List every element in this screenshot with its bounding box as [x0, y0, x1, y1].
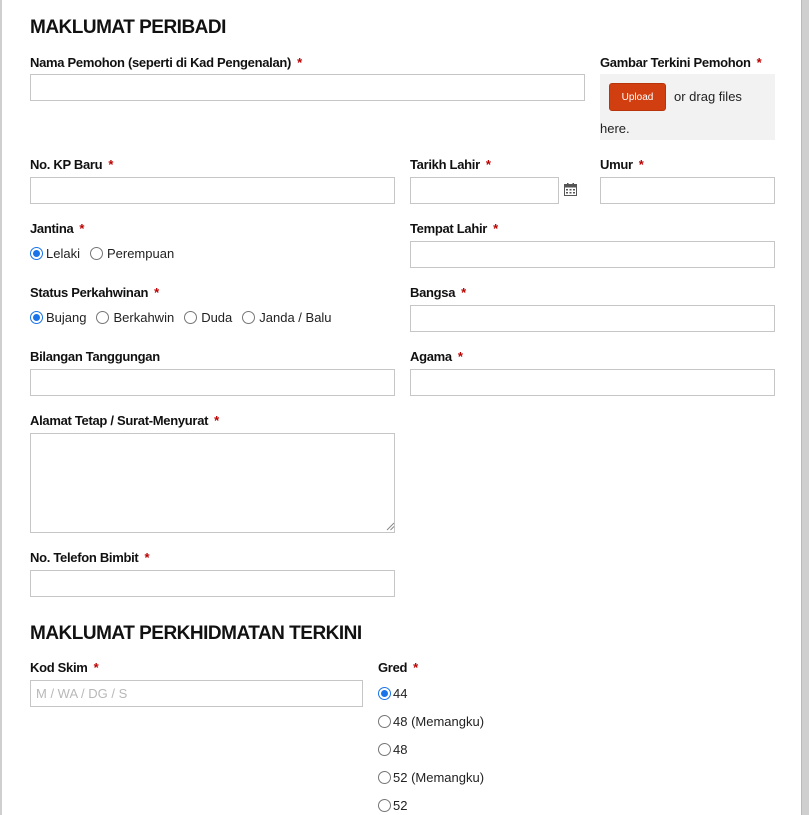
jantina-group — [30, 246, 174, 261]
jantina-label — [30, 221, 84, 236]
status-option-label: Duda — [201, 310, 233, 325]
telefon-label-text: No. Telefon Bimbit — [30, 550, 139, 565]
gred-option-label: 48 (Memangku) — [393, 714, 485, 729]
gred-radio[interactable] — [378, 743, 391, 756]
agama-label-text: Agama — [410, 349, 452, 364]
required-mark: * — [485, 157, 491, 172]
gred-option-48-memangku[interactable] — [378, 714, 484, 729]
jantina-option-label: Lelaki — [46, 246, 80, 261]
tarikh-label-text: Tarikh Lahir — [410, 157, 480, 172]
kp-label — [30, 157, 113, 172]
required-mark: * — [144, 550, 150, 565]
form-page — [2, 0, 802, 815]
kod-skim-label — [30, 660, 98, 675]
gred-radio[interactable] — [378, 799, 391, 812]
gred-option-label: 44 — [393, 686, 408, 701]
required-mark: * — [93, 660, 99, 675]
required-mark: * — [461, 285, 466, 300]
upload-dropzone[interactable] — [600, 74, 775, 140]
gambar-label-text: Gambar Terkini Pemohon — [600, 55, 751, 70]
tanggungan-label-text: Bilangan Tanggungan — [30, 349, 160, 364]
required-mark: * — [413, 660, 418, 675]
gred-option-52-memangku[interactable] — [378, 770, 484, 785]
required-mark: * — [493, 221, 498, 236]
tarikh-input[interactable] — [410, 177, 559, 204]
telefon-input[interactable] — [30, 570, 395, 597]
gred-option-52[interactable] — [378, 798, 407, 813]
alamat-label-text: Alamat Tetap / Surat-Menyurat — [30, 413, 209, 428]
status-option-label: Bujang — [46, 310, 87, 325]
gred-option-label: 48 — [393, 742, 408, 757]
bangsa-input[interactable] — [410, 305, 775, 332]
gred-radio[interactable] — [378, 687, 391, 700]
required-mark: * — [297, 55, 302, 70]
alamat-textarea[interactable] — [30, 433, 395, 533]
required-mark: * — [154, 285, 159, 300]
tarikh-label — [410, 157, 491, 172]
jantina-radio-perempuan[interactable] — [90, 247, 103, 260]
upload-button[interactable]: Upload — [609, 83, 666, 111]
status-group — [30, 310, 332, 325]
gred-label-text: Gred — [378, 660, 408, 675]
telefon-label — [30, 550, 149, 565]
kp-input[interactable] — [30, 177, 395, 204]
calendar-icon[interactable] — [564, 183, 577, 196]
tempat-label — [410, 221, 498, 236]
tanggungan-input[interactable] — [30, 369, 395, 396]
gred-option-label: 52 (Memangku) — [393, 770, 485, 785]
upload-hint-1: or drag files — [674, 89, 742, 104]
gred-label — [378, 660, 418, 675]
gambar-label — [600, 55, 761, 70]
umur-label — [600, 157, 644, 172]
section-title-personal: MAKLUMAT PERIBADI — [30, 17, 226, 38]
required-mark: * — [457, 349, 463, 364]
gred-radio[interactable] — [378, 771, 391, 784]
required-mark: * — [756, 55, 762, 70]
agama-input[interactable] — [410, 369, 775, 396]
status-label-text: Status Perkahwinan — [30, 285, 149, 300]
agama-label — [410, 349, 463, 364]
resize-grip-icon[interactable] — [386, 522, 395, 531]
status-option-label: Janda / Balu — [259, 310, 332, 325]
nama-input[interactable] — [30, 74, 585, 101]
status-radio-bujang[interactable] — [30, 311, 43, 324]
tanggungan-label — [30, 349, 160, 364]
required-mark: * — [638, 157, 644, 172]
gred-option-44[interactable] — [378, 686, 407, 701]
tempat-input[interactable] — [410, 241, 775, 268]
section-title-service: MAKLUMAT PERKHIDMATAN TERKINI — [30, 623, 362, 644]
bangsa-label — [410, 285, 466, 300]
jantina-radio-lelaki[interactable] — [30, 247, 43, 260]
jantina-option-label: Perempuan — [106, 246, 175, 261]
required-mark: * — [79, 221, 85, 236]
nama-label — [30, 55, 302, 70]
status-radio-janda[interactable] — [242, 311, 255, 324]
nama-label-text: Nama Pemohon (seperti di Kad Pengenalan) — [30, 55, 292, 70]
status-radio-berkahwin[interactable] — [96, 311, 109, 324]
required-mark: * — [108, 157, 114, 172]
gred-option-label: 52 — [393, 798, 408, 813]
jantina-label-text: Jantina — [30, 221, 74, 236]
umur-label-text: Umur — [600, 157, 633, 172]
kod-skim-input[interactable] — [30, 680, 363, 707]
alamat-label — [30, 413, 219, 428]
status-radio-duda[interactable] — [184, 311, 197, 324]
tempat-label-text: Tempat Lahir — [410, 221, 488, 236]
gred-radio[interactable] — [378, 715, 391, 728]
required-mark: * — [214, 413, 219, 428]
status-option-label: Berkahwin — [113, 310, 175, 325]
umur-input[interactable] — [600, 177, 775, 204]
kp-label-text: No. KP Baru — [30, 157, 103, 172]
status-label — [30, 285, 159, 300]
kod-skim-label-text: Kod Skim — [30, 660, 88, 675]
bangsa-label-text: Bangsa — [410, 285, 456, 300]
upload-hint-2: here. — [600, 121, 630, 136]
gred-option-48[interactable] — [378, 742, 407, 757]
